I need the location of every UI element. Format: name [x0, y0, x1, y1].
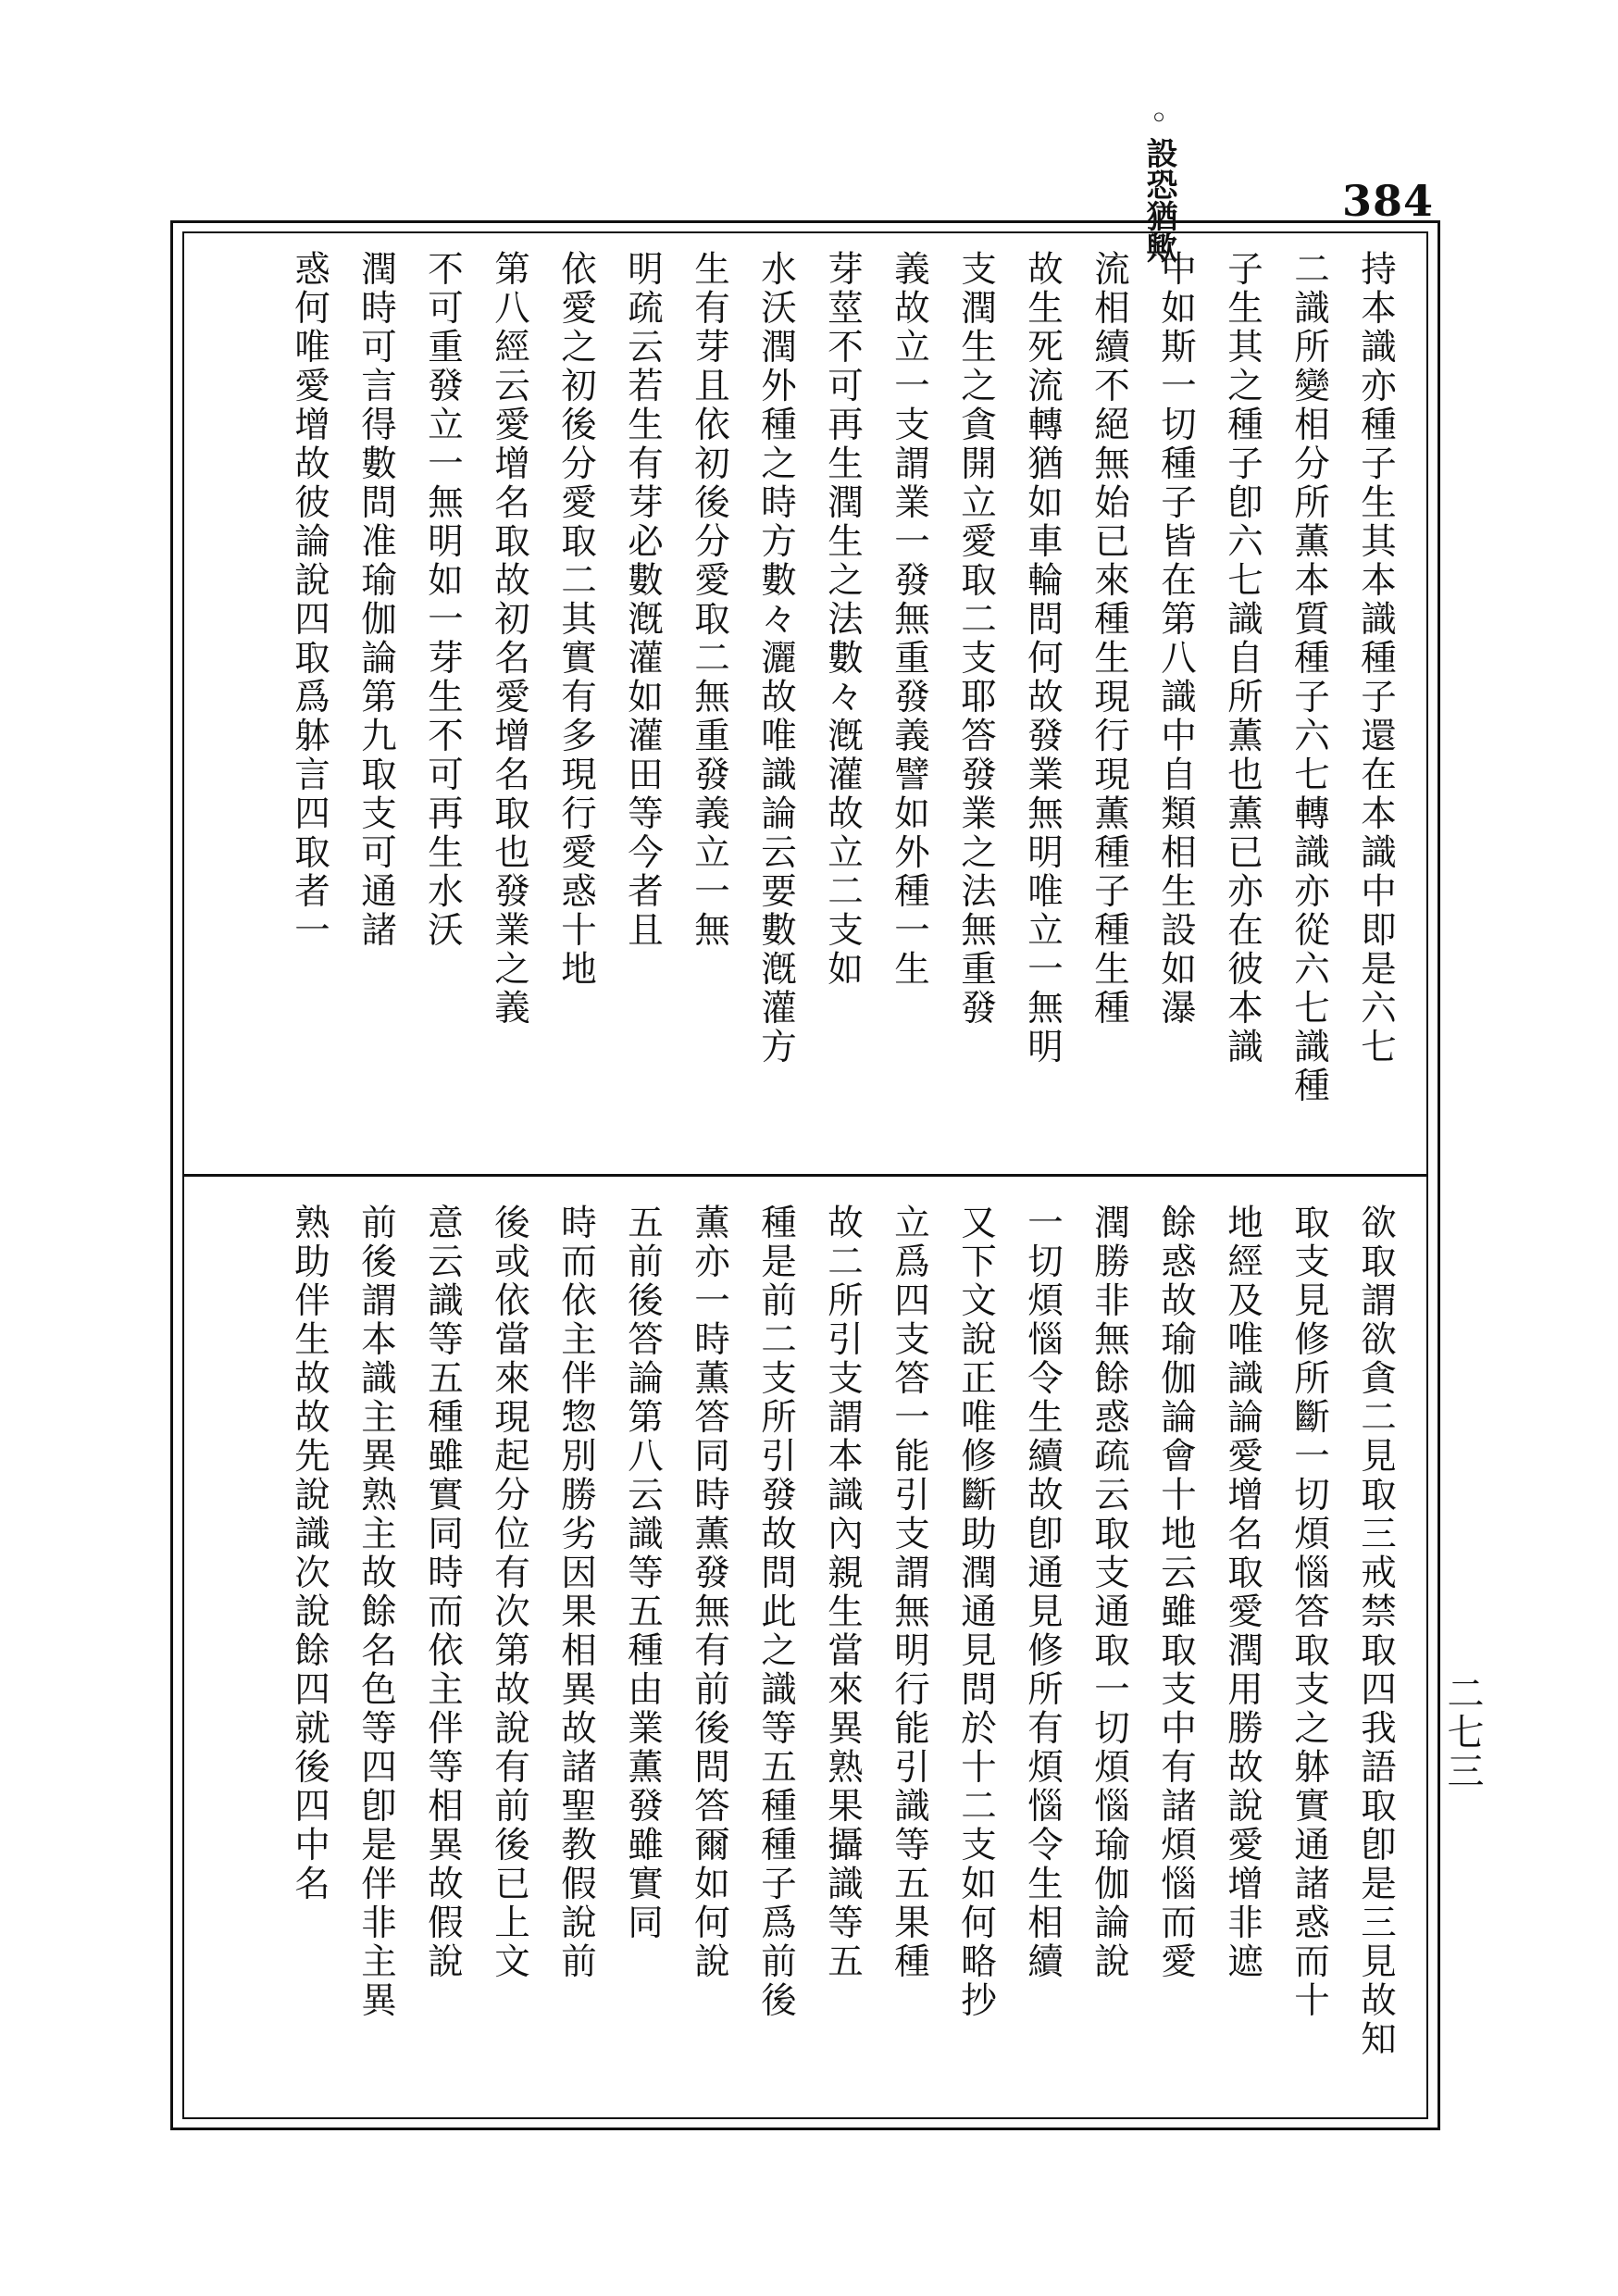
- text-column: 潤勝非無餘惑疏云取支通取一切煩惱瑜伽論說: [1089, 1204, 1130, 1981]
- text-column: 水沃潤外種之時方數々灑故唯識論云要數漑灌方: [755, 250, 797, 1067]
- page-number: 384: [1342, 176, 1435, 226]
- text-column: 後或依當來現起分位有次第故說有前後已上文: [489, 1204, 530, 1981]
- text-column: 立爲四支答一能引支謂無明行能引識等五果種: [889, 1204, 930, 1981]
- text-column: 生有芽且依初後分愛取二無重發義立一無: [689, 250, 730, 950]
- text-column: 地經及唯識論愛增名取愛潤用勝故說愛增非遮: [1222, 1204, 1263, 1981]
- text-column: 流相續不絕無始已來種生現行現薫種子種生種: [1089, 250, 1130, 1028]
- text-column: 中如斯一切種子皆在第八識中自類相生設如瀑: [1155, 250, 1197, 1028]
- text-column: 五前後答論第八云識等五種由業薫發雖實同: [622, 1204, 664, 1942]
- text-column: 依愛之初後分愛取二其實有多現行愛惑十地: [555, 250, 597, 989]
- text-column: 持本識亦種子生其本識種子還在本識中即是六七: [1355, 250, 1397, 1067]
- text-column: 一切煩惱令生續故卽通見修所有煩惱令生相續: [1022, 1204, 1064, 1981]
- text-column: 義故立一支謂業一發無重發義譬如外種一生: [889, 250, 930, 989]
- margin-note: ◦設恐猶歟: [1140, 100, 1177, 263]
- folio-number: 二七三: [1441, 1674, 1484, 1791]
- text-column: 故生死流轉猶如車輪問何故發業無明唯立一無明: [1022, 250, 1064, 1067]
- text-column: 熟助伴生故故先說識次說餘四就後四中名: [289, 1204, 330, 1903]
- text-column: 前後謂本識主異熟主故餘名色等四卽是伴非主異: [355, 1204, 397, 2020]
- text-column: 二識所變相分所薫本質種子六七轉識亦從六七識種: [1288, 250, 1330, 1105]
- text-column: 又下文說正唯修斷助潤通見問於十二支如何略抄: [955, 1204, 997, 2020]
- text-column: 明疏云若生有芽必數漑灌如灌田等今者且: [622, 250, 664, 950]
- lower-text-block: [204, 1204, 1407, 2111]
- text-column: 故二所引支謂本識內親生當來異熟果攝識等五: [822, 1204, 864, 1981]
- text-column: 取支見修所斷一切煩惱答取支之躰實通諸惑而十: [1288, 1204, 1330, 2020]
- text-column: 不可重發立一無明如一芽生不可再生水沃: [422, 250, 464, 950]
- section-divider: [182, 1174, 1428, 1177]
- upper-text-block: [204, 250, 1407, 1157]
- text-column: 時而依主伴惣別勝劣因果相異故諸聖教假說前: [555, 1204, 597, 1981]
- text-column: 種是前二支所引發故問此之識等五種種子爲前後: [755, 1204, 797, 2020]
- text-column: 惑何唯愛增故彼論說四取爲躰言四取者一: [289, 250, 330, 950]
- text-column: 第八經云愛增名取故初名愛增名取也發業之義: [489, 250, 530, 1028]
- text-column: 意云識等五種雖實同時而依主伴等相異故假說: [422, 1204, 464, 1981]
- text-column: 子生其之種子卽六七識自所薫也薫已亦在彼本識: [1222, 250, 1263, 1067]
- text-column: 欲取謂欲貪二見取三戒禁取四我語取卽是三見故知: [1355, 1204, 1397, 2059]
- text-column: 餘惑故瑜伽論會十地云雖取支中有諸煩惱而愛: [1155, 1204, 1197, 1981]
- text-column: 潤時可言得數問准瑜伽論第九取支可通諸: [355, 250, 397, 950]
- text-column: 芽莖不可再生潤生之法數々漑灌故立二支如: [822, 250, 864, 989]
- text-column: 支潤生之貪開立愛取二支耶答發業之法無重發: [955, 250, 997, 1028]
- text-column: 薫亦一時薫答同時薫發無有前後問答爾如何說: [689, 1204, 730, 1981]
